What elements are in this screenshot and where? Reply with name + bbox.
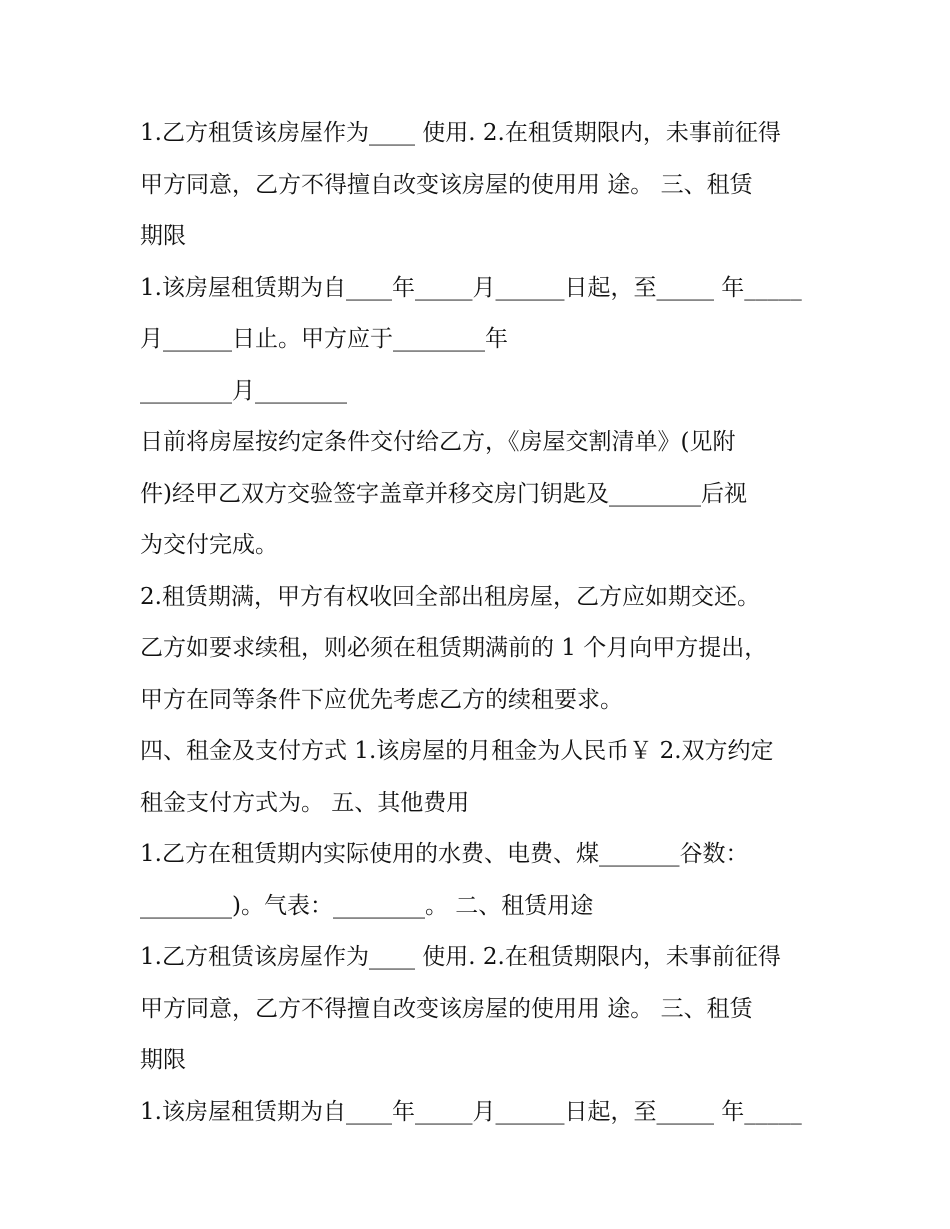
text-line: 为交付完成。	[140, 532, 278, 558]
contract-text	[140, 108, 820, 1138]
text-line: 甲方在同等条件下应优先考虑乙方的续租要求。	[140, 686, 623, 713]
text-line: 期限	[140, 223, 186, 249]
text-line: 四、租金及支付方式 1.该房屋的月租金为人民币￥ 2.双方约定	[140, 738, 774, 764]
text-line: 2.租赁期满，甲方有权收回全部出租房屋，乙方应如期交还。	[140, 583, 760, 610]
text-line: 期限	[140, 1047, 186, 1073]
text-line: 1.乙方租赁该房屋作为____ 使用. 2.在租赁期限内，未事前征得	[140, 944, 781, 970]
text-line: 月______日止。甲方应于________年	[140, 326, 508, 352]
text-line: 1.该房屋租赁期为自____年_____月______日起，至_____ 年_____	[140, 1098, 802, 1125]
text-line: ________)。气表：________。 二、租赁用途	[140, 892, 594, 919]
text-line: 日前将房屋按约定条件交付给乙方，《房屋交割清单》(见附	[140, 429, 736, 455]
text-line: 甲方同意，乙方不得擅自改变该房屋的使用用 途。 三、租赁	[140, 171, 753, 198]
text-line: ________月________	[140, 377, 347, 404]
text-line: 乙方如要求续租，则必须在租赁期满前的 1 个月向甲方提出，	[140, 635, 768, 661]
text-line: 甲方同意，乙方不得擅自改变该房屋的使用用 途。 三、租赁	[140, 995, 753, 1022]
text-line: 1.乙方在租赁期内实际使用的水费、电费、煤_______谷数：	[140, 841, 749, 867]
text-line: 租金支付方式为。 五、其他费用	[140, 789, 470, 816]
text-line: 件)经甲乙双方交验签字盖章并移交房门钥匙及________后视	[140, 480, 747, 507]
text-line: 1.该房屋租赁期为自____年_____月______日起，至_____ 年_____	[140, 274, 802, 301]
text-line: 1.乙方租赁该房屋作为____ 使用. 2.在租赁期限内，未事前征得	[140, 120, 781, 146]
